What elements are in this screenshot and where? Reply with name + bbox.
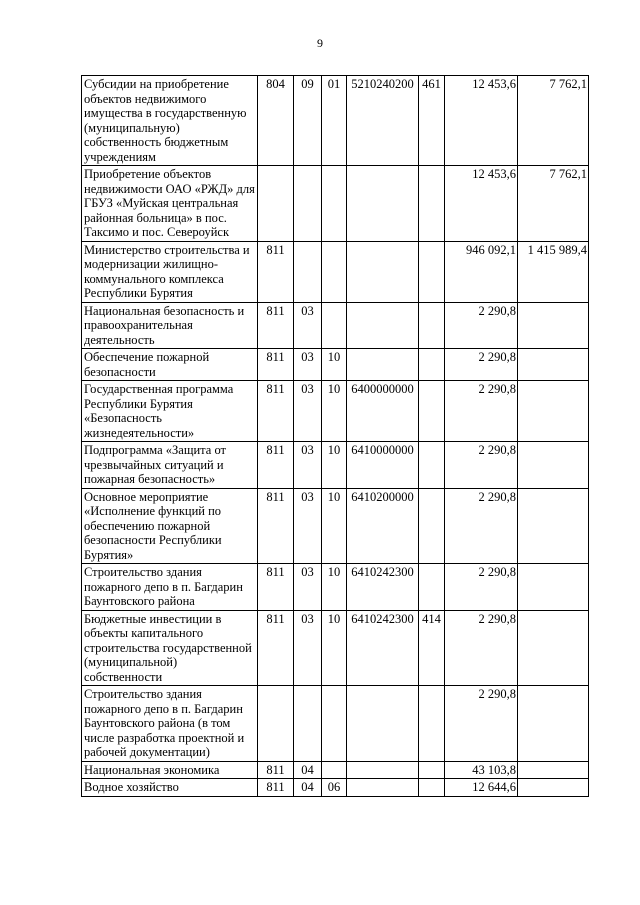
row-target: 6410242300 (347, 610, 419, 686)
row-name: Бюджетные инвестиции в объекты капитального строительства государственной (муниципальной) собственности (82, 610, 258, 686)
row-type (419, 686, 445, 762)
row-section: 09 (294, 76, 322, 166)
row-type: 461 (419, 76, 445, 166)
row-sum-2 (518, 302, 589, 349)
row-name: Обеспечение пожарной безопасности (82, 349, 258, 381)
row-subsection: 01 (322, 76, 347, 166)
row-code: 811 (258, 302, 294, 349)
row-subsection: 10 (322, 488, 347, 564)
row-section: 03 (294, 488, 322, 564)
row-section: 03 (294, 381, 322, 442)
row-name: Национальная безопасность и правоохранительная деятельность (82, 302, 258, 349)
row-sum-1: 2 290,8 (445, 302, 518, 349)
row-type (419, 779, 445, 797)
row-code: 811 (258, 349, 294, 381)
row-sum-1: 12 453,6 (445, 166, 518, 242)
row-section: 03 (294, 302, 322, 349)
budget-table (81, 75, 589, 797)
row-type (419, 761, 445, 779)
table-row (82, 381, 589, 442)
row-sum-1: 2 290,8 (445, 488, 518, 564)
row-section: 03 (294, 564, 322, 611)
row-subsection (322, 686, 347, 762)
row-section (294, 241, 322, 302)
row-section (294, 686, 322, 762)
row-subsection (322, 302, 347, 349)
row-section: 03 (294, 610, 322, 686)
row-type: 414 (419, 610, 445, 686)
table-row (82, 564, 589, 611)
row-subsection: 10 (322, 442, 347, 489)
row-sum-1: 2 290,8 (445, 564, 518, 611)
page-number: 9 (317, 36, 323, 50)
row-sum-1: 12 453,6 (445, 76, 518, 166)
row-type (419, 302, 445, 349)
row-sum-2 (518, 686, 589, 762)
row-name: Строительство здания пожарного депо в п. Багдарин Баунтовского района (в том числе разработка проектной и рабочей документации) (82, 686, 258, 762)
row-code: 811 (258, 241, 294, 302)
table-row (82, 241, 589, 302)
table-row (82, 349, 589, 381)
row-sum-2: 7 762,1 (518, 166, 589, 242)
row-target (347, 349, 419, 381)
row-sum-1: 2 290,8 (445, 381, 518, 442)
row-name: Национальная экономика (82, 761, 258, 779)
row-code: 811 (258, 488, 294, 564)
row-sum-2 (518, 381, 589, 442)
table-body (82, 76, 589, 797)
row-subsection: 10 (322, 564, 347, 611)
row-sum-1: 2 290,8 (445, 610, 518, 686)
row-section: 03 (294, 442, 322, 489)
row-target (347, 761, 419, 779)
row-type (419, 488, 445, 564)
row-name: Строительство здания пожарного депо в п. Багдарин Баунтовского района (82, 564, 258, 611)
row-sum-1: 43 103,8 (445, 761, 518, 779)
row-subsection: 10 (322, 381, 347, 442)
row-subsection (322, 166, 347, 242)
row-code: 811 (258, 761, 294, 779)
row-subsection (322, 241, 347, 302)
row-code: 811 (258, 381, 294, 442)
table-row (82, 302, 589, 349)
row-subsection: 06 (322, 779, 347, 797)
table-row (82, 166, 589, 242)
row-target (347, 302, 419, 349)
row-subsection: 10 (322, 349, 347, 381)
row-code (258, 166, 294, 242)
row-sum-1: 12 644,6 (445, 779, 518, 797)
row-target (347, 779, 419, 797)
row-type (419, 564, 445, 611)
row-sum-1: 2 290,8 (445, 686, 518, 762)
row-target (347, 686, 419, 762)
row-target: 5210240200 (347, 76, 419, 166)
row-sum-1: 946 092,1 (445, 241, 518, 302)
row-sum-2 (518, 349, 589, 381)
row-sum-2 (518, 442, 589, 489)
table-row (82, 442, 589, 489)
row-code: 804 (258, 76, 294, 166)
row-sum-2 (518, 779, 589, 797)
row-code: 811 (258, 564, 294, 611)
row-code (258, 686, 294, 762)
row-section: 03 (294, 349, 322, 381)
row-target: 6410000000 (347, 442, 419, 489)
table-row (82, 779, 589, 797)
row-code: 811 (258, 610, 294, 686)
table-row (82, 488, 589, 564)
row-target: 6400000000 (347, 381, 419, 442)
table-row (82, 610, 589, 686)
row-sum-2 (518, 564, 589, 611)
row-type (419, 241, 445, 302)
row-name: Государственная программа Республики Бурятия «Безопасность жизнедеятельности» (82, 381, 258, 442)
table-row (82, 76, 589, 166)
row-target: 6410242300 (347, 564, 419, 611)
row-target: 6410200000 (347, 488, 419, 564)
row-name: Приобретение объектов недвижимости ОАО «РЖД» для ГБУЗ «Муйская центральная районная больница» в пос. Таксимо и пос. Североуйск (82, 166, 258, 242)
row-type (419, 381, 445, 442)
row-sum-2: 1 415 989,4 (518, 241, 589, 302)
row-section (294, 166, 322, 242)
row-name: Подпрограмма «Защита от чрезвычайных ситуаций и пожарная безопасность» (82, 442, 258, 489)
row-section: 04 (294, 761, 322, 779)
row-subsection: 10 (322, 610, 347, 686)
row-sum-2: 7 762,1 (518, 76, 589, 166)
row-code: 811 (258, 442, 294, 489)
table-row (82, 761, 589, 779)
row-type (419, 166, 445, 242)
row-code: 811 (258, 779, 294, 797)
row-subsection (322, 761, 347, 779)
row-name: Водное хозяйство (82, 779, 258, 797)
row-target (347, 241, 419, 302)
row-name: Основное мероприятие «Исполнение функций по обеспечению пожарной безопасности Республики Бурятия» (82, 488, 258, 564)
row-sum-2 (518, 610, 589, 686)
row-sum-2 (518, 488, 589, 564)
row-sum-1: 2 290,8 (445, 442, 518, 489)
table-row (82, 686, 589, 762)
row-section: 04 (294, 779, 322, 797)
row-target (347, 166, 419, 242)
row-name: Министерство строительства и модернизации жилищно-коммунального комплекса Республики Бурятия (82, 241, 258, 302)
row-type (419, 442, 445, 489)
row-name: Субсидии на приобретение объектов недвижимого имущества в государственную (муниципальную) собственность бюджетным учреждениям (82, 76, 258, 166)
row-sum-2 (518, 761, 589, 779)
row-sum-1: 2 290,8 (445, 349, 518, 381)
row-type (419, 349, 445, 381)
